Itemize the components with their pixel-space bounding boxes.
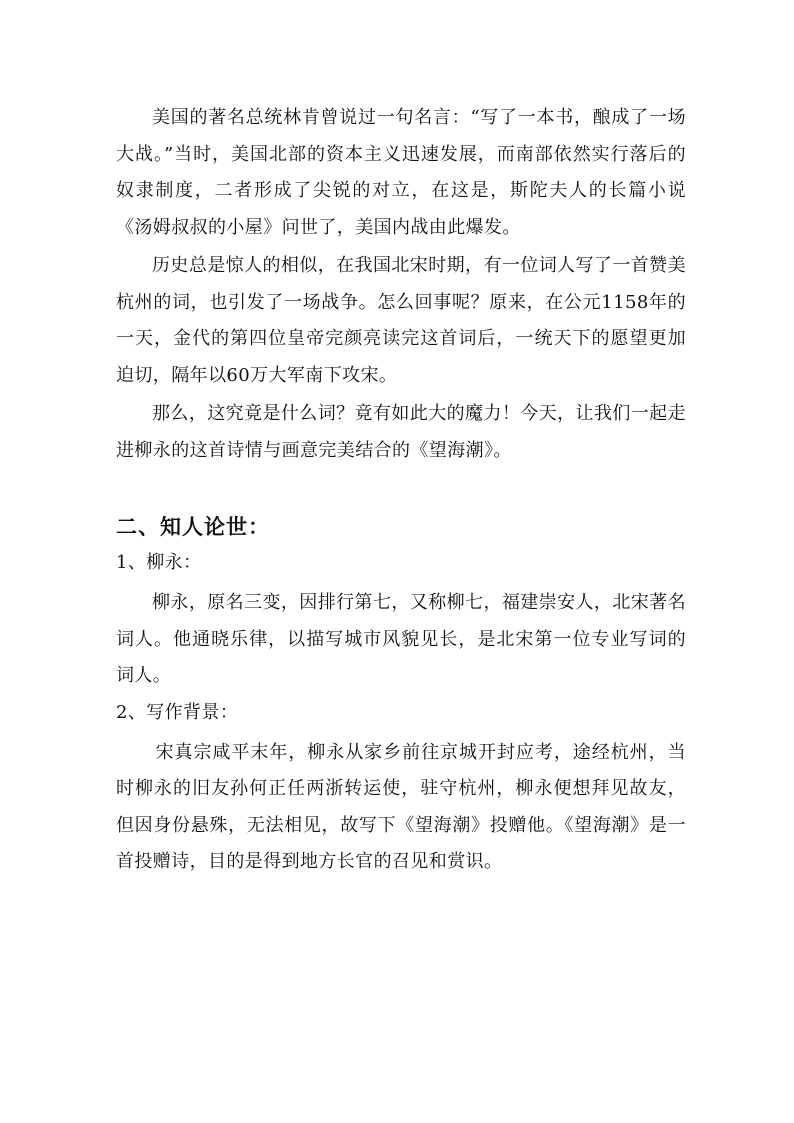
subheading-writing-background: 2、写作背景：	[116, 701, 239, 723]
intro-paragraph-history: 历史总是惊人的相似，在我国北宋时期，有一位词人写了一首赞美杭州的词，也引发了一场战争。怎么回事呢？原来，在公元1158年的一天，金代的第四位皇帝完颜亮读完这首词后，一统天下的愿望更加迫切，隔年以60万大军南下攻宋。	[116, 255, 686, 386]
document-body	[116, 100, 686, 881]
intro-paragraph-lincoln: 美国的著名总统林肯曾说过一句名言：“写了一本书，酿成了一场大战。”当时，美国北部的资本主义迅速发展，而南部依然实行落后的奴隶制度，二者形成了尖锐的对立，在这是，斯陀夫人的长篇小说《汤姆叔叔的小屋》问世了，美国内战由此爆发。	[116, 107, 686, 238]
paragraph-liu-yong-bio: 柳永，原名三变，因排行第七，又称柳七，福建崇安人，北宋著名词人。他通晓乐律，以描写城市风貌见长，是北宋第一位专业写词的词人。	[116, 592, 686, 686]
subheading-liu-yong: 1、柳永：	[116, 552, 202, 573]
intro-paragraph-question: 那么，这究竟是什么词？竟有如此大的魔力！今天，让我们一起走进柳永的这首诗情与画意完美结合的《望海潮》。	[116, 403, 686, 461]
paragraph-writing-background: 宋真宗咸平末年，柳永从家乡前往京城开封应考，途经杭州，当时柳永的旧友孙何正任两浙转运使，驻守杭州，柳永便想拜见故友，但因身份悬殊，无法相见，故写下《望海潮》投赠他。《望海潮》是一首投赠诗，目的是得到地方长官的召见和赏识。	[116, 741, 686, 872]
section-heading-background: 二、知人论世：	[116, 515, 270, 539]
